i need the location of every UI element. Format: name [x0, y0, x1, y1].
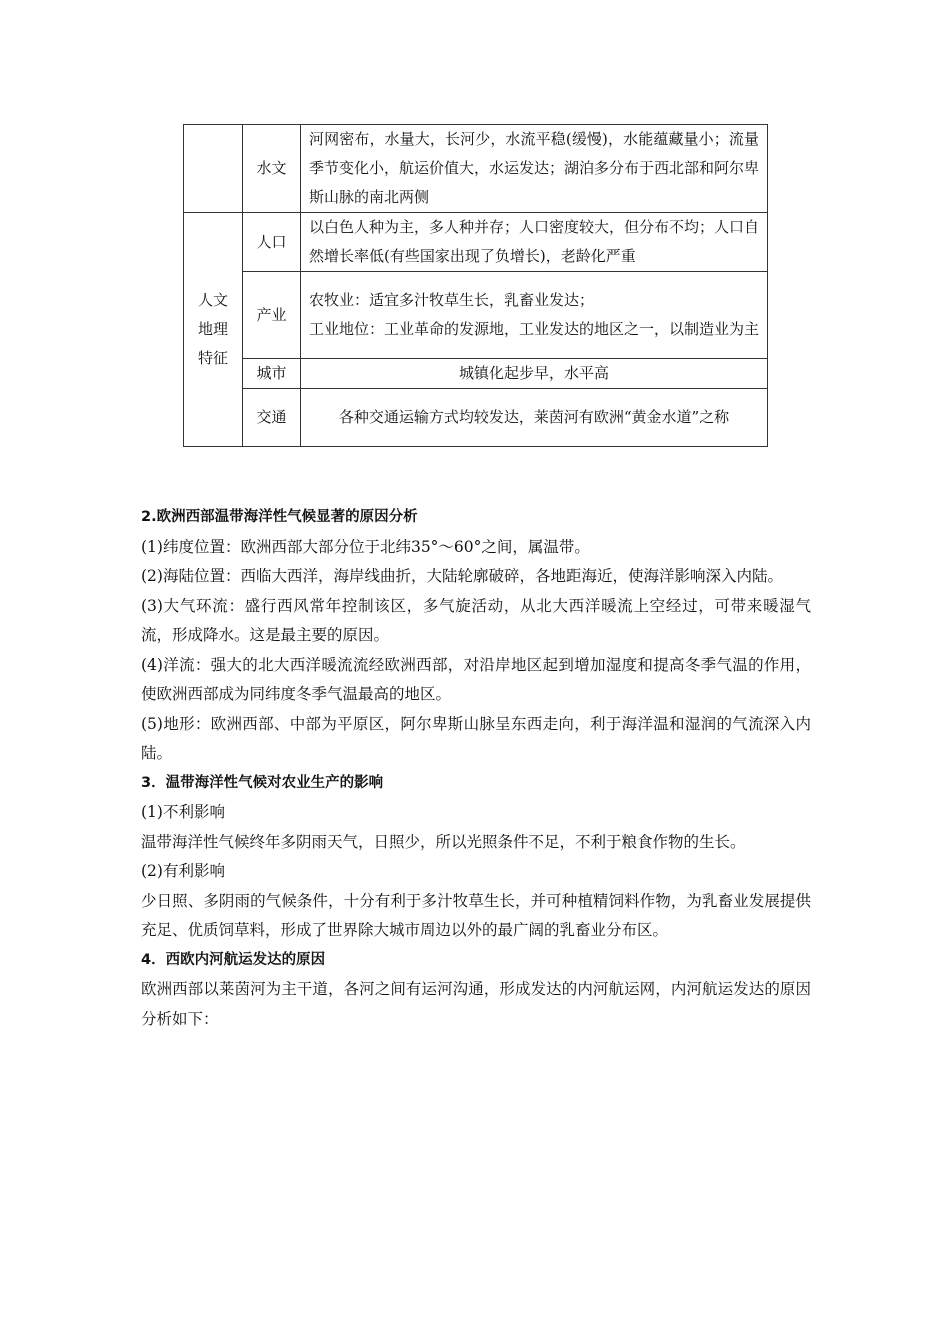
table-subcategory-industry: 产业 — [243, 272, 301, 359]
table-desc-city: 城镇化起步早，水平高 — [301, 359, 768, 389]
table-desc-industry — [301, 272, 768, 359]
paragraph: 欧洲西部以莱茵河为主干道，各河之间有运河沟通，形成发达的内河航运网，内河航运发达的原因分析如下： — [141, 980, 811, 1028]
section-2-title: 2.欧洲西部温带海洋性气候显著的原因分析 — [141, 509, 418, 525]
section-4-title: 4．西欧内河航运发达的原因 — [141, 951, 326, 968]
paragraph: (2)海陆位置：西临大西洋，海岸线曲折，大陆轮廓破碎，各地距海近，使海洋影响深入内陆。 — [141, 567, 783, 585]
table-row — [184, 213, 768, 272]
table-row — [184, 125, 768, 213]
paragraph: (5)地形：欧洲西部、中部为平原区，阿尔卑斯山脉呈东西走向，利于海洋温和湿润的气流深入内陆。 — [141, 714, 811, 762]
table-subcategory-transport: 交通 — [243, 389, 301, 447]
subheading: (1)不利影响 — [141, 803, 225, 821]
paragraph: (4)洋流：强大的北大西洋暖流流经欧洲西部，对沿岸地区起到增加湿度和提高冬季气温的作用，使欧洲西部成为同纬度冬季气温最高的地区。 — [141, 655, 811, 703]
table-row — [184, 272, 768, 359]
geography-feature-table — [183, 124, 768, 447]
paragraph: 少日照、多阴雨的气候条件，十分有利于多汁牧草生长，并可种植精饲料作物，为乳畜业发展提供充足、优质饲草料，形成了世界除大城市周边以外的最广阔的乳畜业分布区。 — [141, 891, 811, 939]
table-subcategory-city: 城市 — [243, 359, 301, 389]
category-label: 人文地理特征 — [198, 291, 229, 367]
industry-line-manufacturing: 工业地位：工业革命的发源地，工业发达的地区之一，以制造业为主 — [309, 320, 760, 338]
section-3-title: 3．温带海洋性气候对农业生产的影响 — [141, 774, 384, 791]
table-desc-transport: 各种交通运输方式均较发达，莱茵河有欧洲“黄金水道”之称 — [301, 389, 768, 447]
table-category-human-geography — [184, 213, 243, 447]
document-body — [141, 503, 811, 1034]
subheading: (2)有利影响 — [141, 862, 225, 880]
paragraph: (1)纬度位置：欧洲西部大部分位于北纬35°～60°之间，属温带。 — [141, 537, 590, 556]
industry-line-agriculture: 农牧业：适宜多汁牧草生长，乳畜业发达； — [309, 291, 595, 309]
table-subcategory-population: 人口 — [243, 213, 301, 272]
paragraph: 温带海洋性气候终年多阴雨天气，日照少，所以光照条件不足，不利于粮食作物的生长。 — [141, 832, 746, 851]
table-category-cell-empty — [184, 125, 243, 213]
paragraph: (3)大气环流：盛行西风常年控制该区，多气旋活动，从北大西洋暖流上空经过，可带来暖湿气流，形成降水。这是最主要的原因。 — [141, 596, 811, 644]
table-subcategory-hydrology: 水文 — [243, 125, 301, 213]
table-row — [184, 389, 768, 447]
table-desc-hydrology: 河网密布，水量大，长河少，水流平稳(缓慢)，水能蕴藏量小；流量季节变化小，航运价值大，水运发达；湖泊多分布于西北部和阿尔卑斯山脉的南北两侧 — [301, 125, 768, 213]
table-row — [184, 359, 768, 389]
table-desc-population: 以白色人种为主，多人种并存；人口密度较大，但分布不均；人口自然增长率低(有些国家出现了负增长)，老龄化严重 — [301, 213, 768, 272]
